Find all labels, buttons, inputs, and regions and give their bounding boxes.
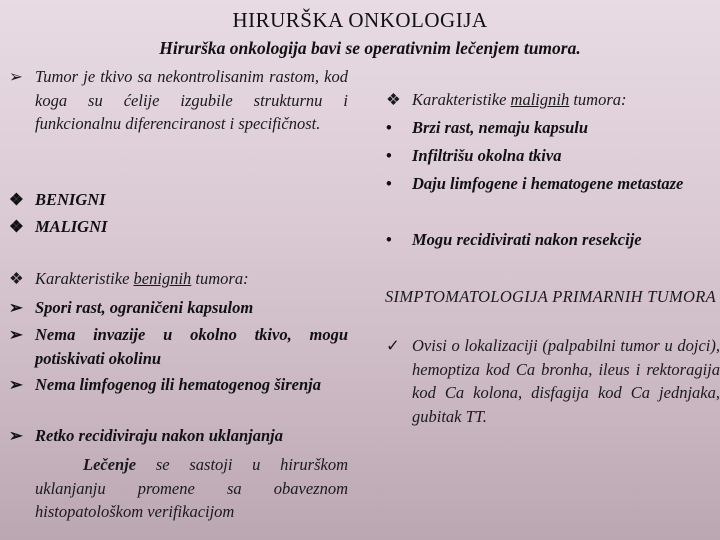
slide-title: HIRURŠKA ONKOLOGIJA — [232, 8, 488, 32]
dot-bullet-icon: • — [386, 174, 392, 193]
benign-item: ➢ Retko recidiviraju nakon uklanjanja — [35, 424, 348, 448]
diamond-bullet-icon: ❖ — [9, 190, 24, 209]
malign-item: • Mogu recidivirati nakon resekcije — [412, 228, 720, 252]
malign-heading: ❖ Karakteristike malignih tumora: — [412, 88, 720, 112]
benign-heading: ❖ Karakteristike benignih tumora: — [35, 267, 348, 291]
arrow-bullet-icon: ➢ — [9, 426, 23, 445]
check-bullet-icon: ✓ — [386, 336, 400, 355]
type-item-benign: ❖ BENIGNI — [35, 188, 348, 212]
arrow-bullet-icon: ➢ — [9, 325, 23, 344]
symptoms-item: ✓ Ovisi o lokalizaciji (palpabilni tumor u dojci), hemoptiza kod Ca bronha, ileus i rektoragija kod Ca kolona, disfagija kod Ca jednjaka, gubitak TT. — [386, 336, 720, 426]
dot-bullet-icon: • — [386, 230, 392, 249]
benign-item: ➢ Nema limfogenog ili hematogenog širenja — [35, 373, 348, 397]
arrow-bullet-icon: ➢ — [9, 298, 23, 317]
dot-bullet-icon: • — [386, 118, 392, 137]
symptoms-heading: SIMPTOMATOLOGIJA PRIMARNIH TUMORA — [385, 287, 717, 306]
malign-item: • Brzi rast, nemaju kapsulu — [412, 116, 720, 140]
benign-item: ➢ Spori rast, ograničeni kapsulom — [35, 296, 348, 320]
slide-subtitle: Hirurška onkologija bavi se operativnim lečenjem tumora. — [159, 38, 581, 58]
definition-item — [9, 65, 348, 136]
type-item-malign: ❖ MALIGNI — [35, 215, 348, 239]
benign-item: ➢ Nema invazije u okolno tkivo, mogu potiskivati okolinu — [9, 325, 348, 368]
arrow-bullet-icon: ➢ — [9, 67, 23, 86]
diamond-bullet-icon: ❖ — [9, 269, 24, 288]
malign-item: • Daju limfogene i hematogene metastaze — [412, 172, 720, 196]
diamond-bullet-icon: ❖ — [386, 90, 401, 109]
dot-bullet-icon: • — [386, 146, 392, 165]
malign-item: • Infiltrišu okolna tkiva — [412, 144, 720, 168]
definition-text: Tumor je tkivo sa nekontrolisanim rastom, kod koga su ćelije izgubile strukturnu i funkcionalnu diferenciranost i specifičnost. — [35, 67, 348, 133]
arrow-bullet-icon: ➢ — [9, 375, 23, 394]
treatment-paragraph: Lečenje se sastoji u hirurškom uklanjanju promene sa obaveznom histopatološkom verifikacijom — [35, 455, 348, 521]
diamond-bullet-icon: ❖ — [9, 217, 24, 236]
